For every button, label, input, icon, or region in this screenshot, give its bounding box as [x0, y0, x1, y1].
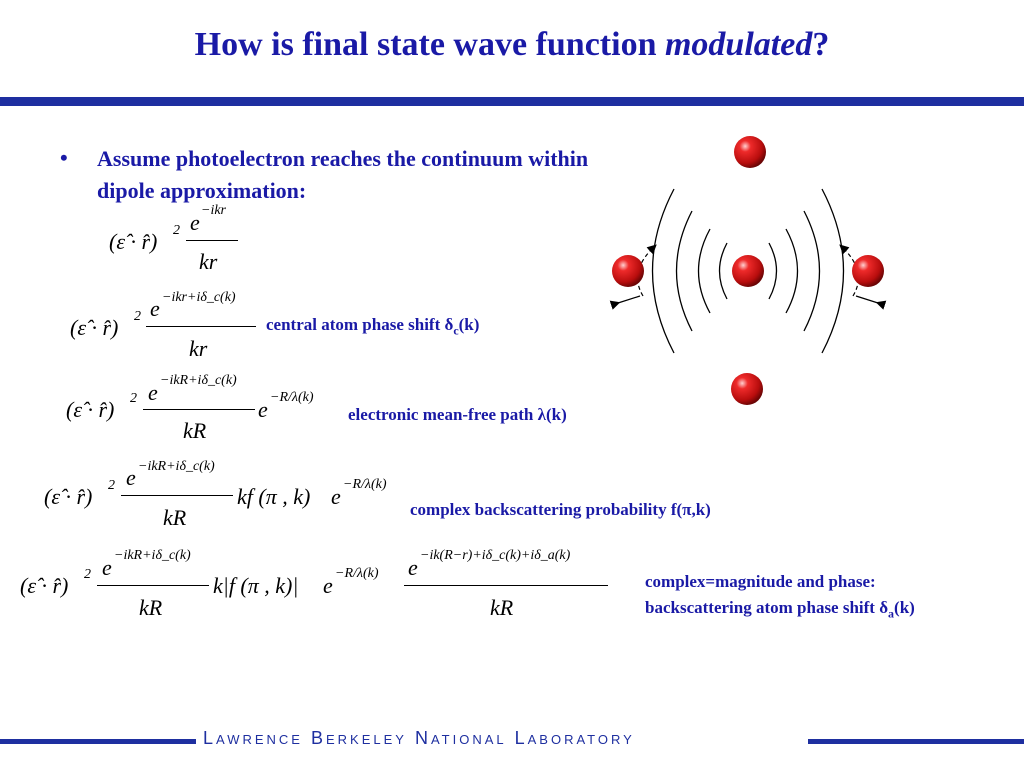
- note-backscattering-atom-phase-shift: backscattering atom phase shift $\delta_a(k)$: [645, 598, 915, 621]
- eq3-e: e: [148, 380, 158, 405]
- eq3-exponent: −ikR+iδ_c(k): [160, 373, 237, 388]
- eq1-exponent: −ikr: [201, 203, 226, 218]
- eq1-prefactor: (ε̂ · r̂): [109, 229, 158, 254]
- eq3-damping-e: e: [258, 397, 268, 422]
- eq4-backscatter-function: kf (π , k): [237, 484, 311, 509]
- eq2-exponent: −ikr+iδ_c(k): [162, 290, 236, 305]
- bullet-marker: •: [60, 145, 68, 170]
- eq5-prefactor: (ε̂ · r̂): [20, 573, 69, 598]
- eq3-prefactor: (ε̂ · r̂): [66, 397, 115, 422]
- eq4-square: 2: [108, 478, 115, 493]
- eq3-damping-exponent: −R/λ(k): [270, 390, 314, 405]
- eq4-damping-e: e: [331, 484, 341, 509]
- title-emphasis: modulated: [664, 26, 813, 63]
- eq3-denominator: kR: [183, 418, 207, 443]
- eq4-damping-exponent: −R/λ(k): [343, 477, 387, 492]
- eq2-prefactor: (ε̂ · r̂): [70, 315, 119, 340]
- title-text: How is final state wave function: [194, 26, 657, 63]
- footer-lab-name: Lawrence Berkeley National Laboratory: [203, 728, 635, 748]
- eq5-phase-exponent: −ik(R−r)+iδ_c(k)+iδ_a(k): [420, 548, 571, 563]
- neighbor-atom-top: [734, 136, 766, 168]
- central-atom: [732, 255, 764, 287]
- eq5-backscatter-magnitude: k|f (π , k)|: [213, 573, 299, 598]
- eq1-denominator: kr: [199, 249, 218, 274]
- eq4-denominator: kR: [163, 505, 187, 530]
- eq5-denominator: kR: [139, 595, 163, 620]
- eq1-square: 2: [173, 223, 180, 238]
- footer-rule-right: [808, 739, 1024, 744]
- neighbor-atom-left: [612, 255, 644, 287]
- eq4-prefactor: (ε̂ · r̂): [44, 484, 93, 509]
- eq4-exponent: −ikR+iδ_c(k): [138, 459, 215, 474]
- eq5-exponent: −ikR+iδ_c(k): [114, 548, 191, 563]
- eq5-phase-denominator: kR: [490, 595, 514, 620]
- eq1-e: e: [190, 210, 200, 235]
- neighbor-atom-right: [852, 255, 884, 287]
- eq2-denominator: kr: [189, 336, 208, 361]
- eq5-damping-exponent: −R/λ(k): [335, 566, 379, 581]
- note-backscattering-probability: complex backscattering probability f(π,k): [410, 500, 711, 519]
- bullet-text: Assume photoelectron reaches the continuum within dipole approximation:: [97, 146, 589, 203]
- note-complex-magnitude-phase: complex=magnitude and phase:: [645, 572, 876, 591]
- title-question-mark: ?: [812, 26, 830, 63]
- footer-rule-left: [0, 739, 196, 744]
- eq5-phase-e: e: [408, 555, 418, 580]
- eq5-e: e: [102, 555, 112, 580]
- eq5-square: 2: [84, 567, 91, 582]
- eq5-damping-e: e: [323, 573, 333, 598]
- eq4-e: e: [126, 465, 136, 490]
- eq3-square: 2: [130, 391, 137, 406]
- neighbor-atom-bottom: [731, 373, 763, 405]
- eq2-e: e: [150, 296, 160, 321]
- eq2-square: 2: [134, 309, 141, 324]
- note-central-atom-phase-shift: central atom phase shift $\delta_c(k)$: [266, 315, 480, 338]
- note-mean-free-path: electronic mean-free path λ(k): [348, 405, 567, 424]
